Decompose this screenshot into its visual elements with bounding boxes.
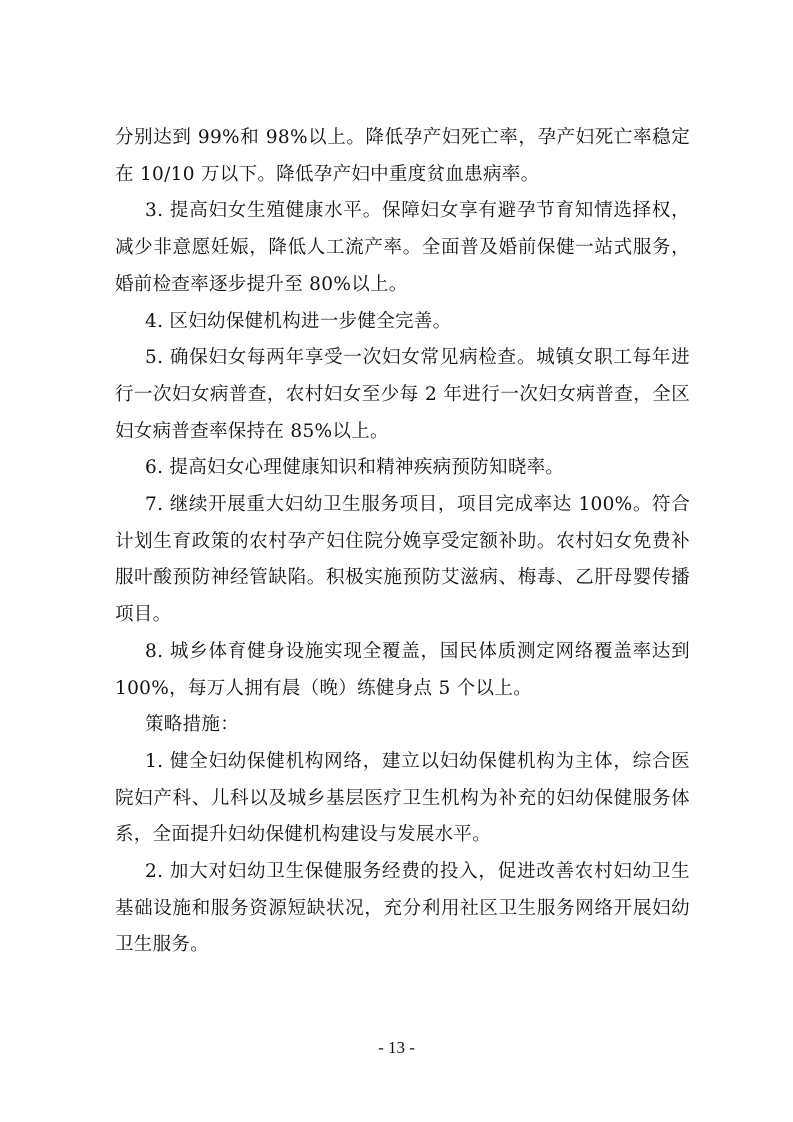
paragraph-item-7: 7. 继续开展重大妇幼卫生服务项目，项目完成率达 100%。符合计划生育政策的农村孕产妇住院分娩享受定额补助。农村妇女免费补服叶酸预防神经管缺陷。积极实施预防艾滋病、梅毒、乙肝母婴传播项目。	[115, 494, 690, 626]
section-heading-strategy: 策略措施：	[145, 714, 240, 736]
paragraph-item-5: 5. 确保妇女每两年享受一次妇女常见病检查。城镇女职工每年进行一次妇女病普查，农村妇女至少每 2 年进行一次妇女病普查，全区妇女病普查率保持在 85%以上。	[115, 347, 690, 442]
paragraph-item-4: 4. 区妇幼保健机构进一步健全完善。	[145, 310, 452, 332]
page-number: - 13 -	[378, 1038, 415, 1057]
strategy-item-2: 2. 加大对妇幼卫生保健服务经费的投入，促进改善农村妇幼卫生基础设施和服务资源短缺状况，充分利用社区卫生服务网络开展妇幼卫生服务。	[115, 861, 690, 956]
paragraph-item-6: 6. 提高妇女心理健康知识和精神疾病预防知晓率。	[145, 457, 565, 479]
paragraph-1: 分别达到 99%和 98%以上。降低孕产妇死亡率，孕产妇死亡率稳定在 10/10 万以下。降低孕产妇中重度贫血患病率。	[115, 127, 690, 185]
document-body	[115, 120, 690, 964]
paragraph-item-3: 3. 提高妇女生殖健康水平。保障妇女享有避孕节育知情选择权，减少非意愿妊娠，降低人工流产率。全面普及婚前保健一站式服务，婚前检查率逐步提升至 80%以上。	[115, 200, 690, 295]
paragraph-item-8: 8. 城乡体育健身设施实现全覆盖，国民体质测定网络覆盖率达到 100%，每万人拥有晨（晚）练健身点 5 个以上。	[115, 640, 690, 699]
strategy-item-1: 1. 健全妇幼保健机构网络，建立以妇幼保健机构为主体，综合医院妇产科、儿科以及城乡基层医疗卫生机构为补充的妇幼保健服务体系，全面提升妇幼保健机构建设与发展水平。	[115, 750, 690, 846]
